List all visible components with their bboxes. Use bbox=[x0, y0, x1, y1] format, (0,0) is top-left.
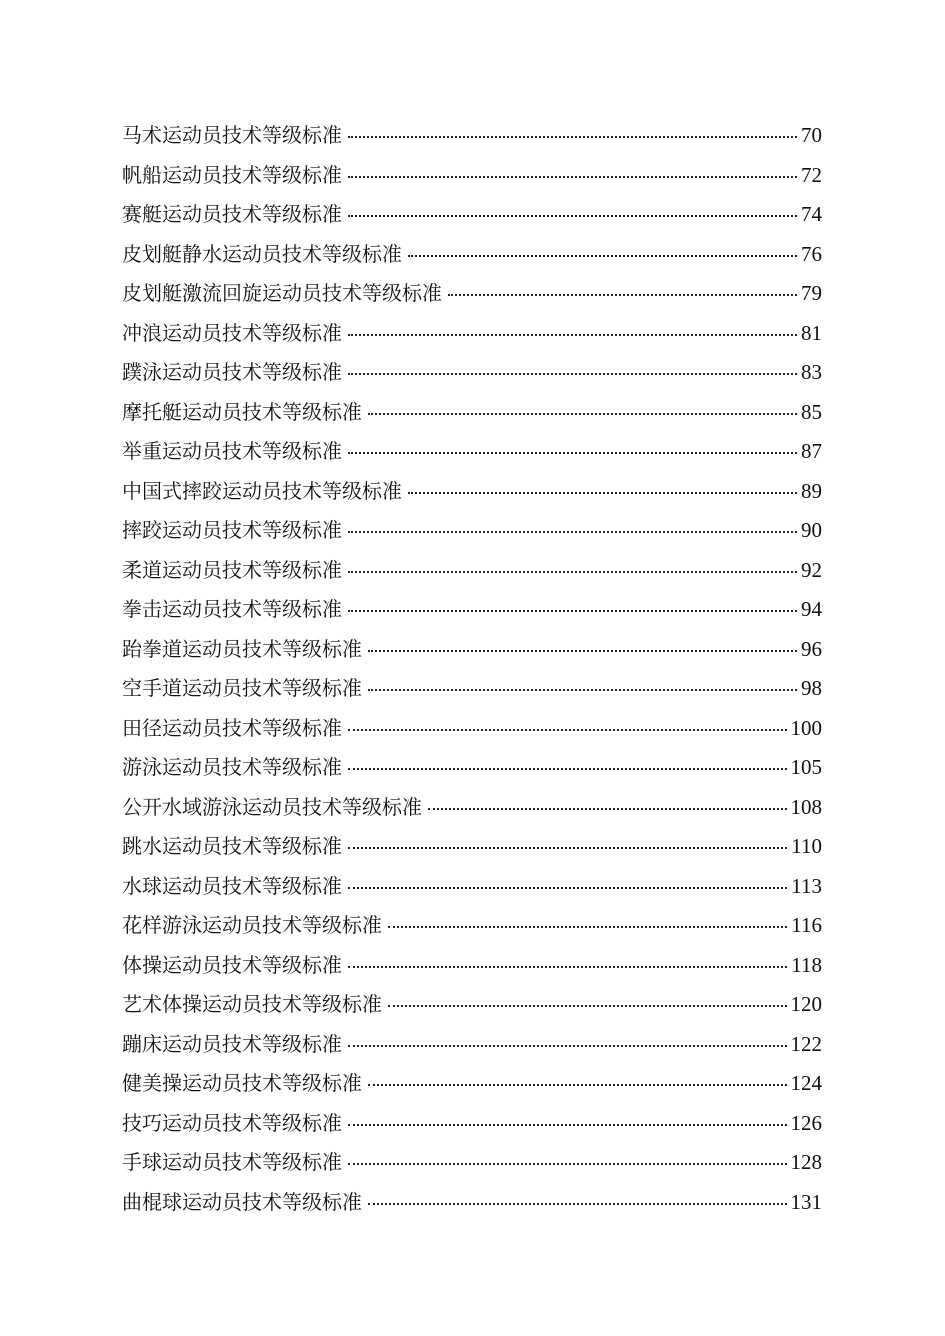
toc-leader-dots bbox=[368, 1203, 787, 1205]
toc-entry-title: 皮划艇激流回旋运动员技术等级标准 bbox=[122, 281, 442, 305]
toc-entry[interactable] bbox=[122, 1064, 822, 1104]
toc-entry-page: 126 bbox=[790, 1110, 822, 1135]
toc-entry-page: 118 bbox=[791, 952, 822, 977]
toc-entry-title: 田径运动员技术等级标准 bbox=[122, 715, 342, 740]
toc-entry[interactable] bbox=[122, 116, 822, 156]
toc-entry-page: 113 bbox=[791, 873, 822, 898]
toc-entry-page: 87 bbox=[801, 439, 822, 463]
toc-entry-title: 曲棍球运动员技术等级标准 bbox=[122, 1189, 362, 1214]
toc-entry-page: 122 bbox=[790, 1031, 822, 1056]
toc-entry[interactable] bbox=[122, 748, 822, 788]
toc-leader-dots bbox=[348, 176, 797, 178]
toc-entry[interactable] bbox=[122, 788, 822, 828]
toc-leader-dots bbox=[348, 215, 797, 217]
toc-leader-dots bbox=[388, 926, 787, 928]
toc-entry-page: 94 bbox=[801, 597, 822, 621]
toc-leader-dots bbox=[368, 650, 797, 652]
toc-entry[interactable] bbox=[122, 985, 822, 1025]
toc-entry-title: 拳击运动员技术等级标准 bbox=[122, 597, 342, 621]
toc-entry-page: 116 bbox=[791, 913, 822, 937]
toc-entry[interactable] bbox=[122, 1025, 822, 1065]
toc-entry[interactable] bbox=[122, 1143, 822, 1183]
toc-entry-page: 105 bbox=[790, 755, 822, 779]
toc-entry-page: 128 bbox=[790, 1150, 822, 1174]
toc-entry[interactable] bbox=[122, 432, 822, 472]
toc-entry[interactable] bbox=[122, 709, 822, 749]
toc-entry-page: 124 bbox=[790, 1071, 822, 1095]
toc-entry-page: 120 bbox=[790, 992, 822, 1016]
toc-entry-title: 摩托艇运动员技术等级标准 bbox=[122, 399, 362, 424]
toc-leader-dots bbox=[348, 610, 797, 612]
toc-entry[interactable] bbox=[122, 393, 822, 433]
toc-entry-title: 帆船运动员技术等级标准 bbox=[122, 162, 342, 187]
toc-entry[interactable] bbox=[122, 1104, 822, 1144]
toc-leader-dots bbox=[348, 136, 797, 138]
toc-entry-title: 健美操运动员技术等级标准 bbox=[122, 1071, 362, 1095]
toc-leader-dots bbox=[348, 373, 797, 375]
toc-leader-dots bbox=[448, 294, 797, 296]
toc-leader-dots bbox=[408, 492, 797, 494]
toc-entry[interactable] bbox=[122, 630, 822, 670]
toc-entry-title: 技巧运动员技术等级标准 bbox=[122, 1110, 342, 1135]
toc-leader-dots bbox=[368, 689, 797, 691]
toc-entry[interactable] bbox=[122, 274, 822, 314]
toc-entry-page: 131 bbox=[790, 1189, 822, 1214]
toc-entry[interactable] bbox=[122, 669, 822, 709]
toc-leader-dots bbox=[348, 1163, 787, 1165]
toc-entry-page: 81 bbox=[801, 320, 822, 345]
toc-entry-page: 74 bbox=[801, 202, 822, 226]
toc-entry-page: 89 bbox=[801, 478, 822, 503]
toc-entry[interactable] bbox=[122, 906, 822, 946]
toc-leader-dots bbox=[348, 334, 797, 336]
toc-entry-page: 72 bbox=[801, 162, 822, 187]
toc-entry-title: 摔跤运动员技术等级标准 bbox=[122, 518, 342, 542]
toc-leader-dots bbox=[408, 255, 797, 257]
toc-entry[interactable] bbox=[122, 353, 822, 393]
table-of-contents bbox=[122, 116, 822, 1222]
toc-entry-page: 92 bbox=[801, 557, 822, 582]
toc-entry-page: 96 bbox=[801, 636, 822, 661]
toc-leader-dots bbox=[348, 1045, 787, 1047]
toc-entry[interactable] bbox=[122, 946, 822, 986]
toc-entry[interactable] bbox=[122, 195, 822, 235]
toc-entry-title: 公开水域游泳运动员技术等级标准 bbox=[122, 794, 422, 819]
toc-entry-title: 中国式摔跤运动员技术等级标准 bbox=[122, 478, 402, 503]
toc-entry[interactable] bbox=[122, 867, 822, 907]
toc-entry[interactable] bbox=[122, 511, 822, 551]
toc-leader-dots bbox=[348, 1124, 787, 1126]
toc-entry-title: 艺术体操运动员技术等级标准 bbox=[122, 992, 382, 1016]
toc-leader-dots bbox=[348, 768, 787, 770]
toc-entry-page: 70 bbox=[801, 123, 822, 147]
toc-entry[interactable] bbox=[122, 551, 822, 591]
toc-entry-title: 赛艇运动员技术等级标准 bbox=[122, 202, 342, 226]
toc-entry[interactable] bbox=[122, 590, 822, 630]
toc-leader-dots bbox=[348, 729, 787, 731]
toc-leader-dots bbox=[388, 1005, 787, 1007]
toc-entry[interactable] bbox=[122, 472, 822, 512]
toc-leader-dots bbox=[428, 808, 787, 810]
toc-leader-dots bbox=[348, 531, 797, 533]
toc-leader-dots bbox=[348, 966, 787, 968]
toc-entry[interactable] bbox=[122, 827, 822, 867]
toc-leader-dots bbox=[368, 413, 797, 415]
toc-entry-page: 98 bbox=[801, 676, 822, 700]
toc-leader-dots bbox=[348, 847, 787, 849]
toc-entry[interactable] bbox=[122, 314, 822, 354]
toc-entry-title: 蹼泳运动员技术等级标准 bbox=[122, 360, 342, 384]
toc-entry-title: 空手道运动员技术等级标准 bbox=[122, 676, 362, 700]
toc-entry-page: 110 bbox=[791, 834, 822, 858]
toc-entry-title: 蹦床运动员技术等级标准 bbox=[122, 1031, 342, 1056]
toc-entry-page: 79 bbox=[801, 281, 822, 305]
toc-entry-page: 76 bbox=[801, 241, 822, 266]
toc-entry-page: 100 bbox=[790, 715, 822, 740]
toc-entry-title: 水球运动员技术等级标准 bbox=[122, 873, 342, 898]
toc-entry[interactable] bbox=[122, 156, 822, 196]
toc-entry-title: 柔道运动员技术等级标准 bbox=[122, 557, 342, 582]
toc-entry-page: 83 bbox=[801, 360, 822, 384]
toc-entry-title: 皮划艇静水运动员技术等级标准 bbox=[122, 241, 402, 266]
toc-entry[interactable] bbox=[122, 235, 822, 275]
toc-entry-title: 花样游泳运动员技术等级标准 bbox=[122, 913, 382, 937]
toc-leader-dots bbox=[348, 887, 787, 889]
toc-entry-title: 游泳运动员技术等级标准 bbox=[122, 755, 342, 779]
toc-leader-dots bbox=[368, 1084, 787, 1086]
toc-entry-title: 手球运动员技术等级标准 bbox=[122, 1150, 342, 1174]
toc-entry-title: 体操运动员技术等级标准 bbox=[122, 952, 342, 977]
toc-entry-page: 108 bbox=[790, 794, 822, 819]
toc-entry-title: 跆拳道运动员技术等级标准 bbox=[122, 636, 362, 661]
toc-leader-dots bbox=[348, 571, 797, 573]
toc-entry-page: 90 bbox=[801, 518, 822, 542]
toc-entry-page: 85 bbox=[801, 399, 822, 424]
toc-entry-title: 举重运动员技术等级标准 bbox=[122, 439, 342, 463]
toc-entry-title: 跳水运动员技术等级标准 bbox=[122, 834, 342, 858]
toc-entry-title: 马术运动员技术等级标准 bbox=[122, 123, 342, 147]
toc-entry-title: 冲浪运动员技术等级标准 bbox=[122, 320, 342, 345]
toc-entry[interactable] bbox=[122, 1183, 822, 1223]
toc-leader-dots bbox=[348, 452, 797, 454]
